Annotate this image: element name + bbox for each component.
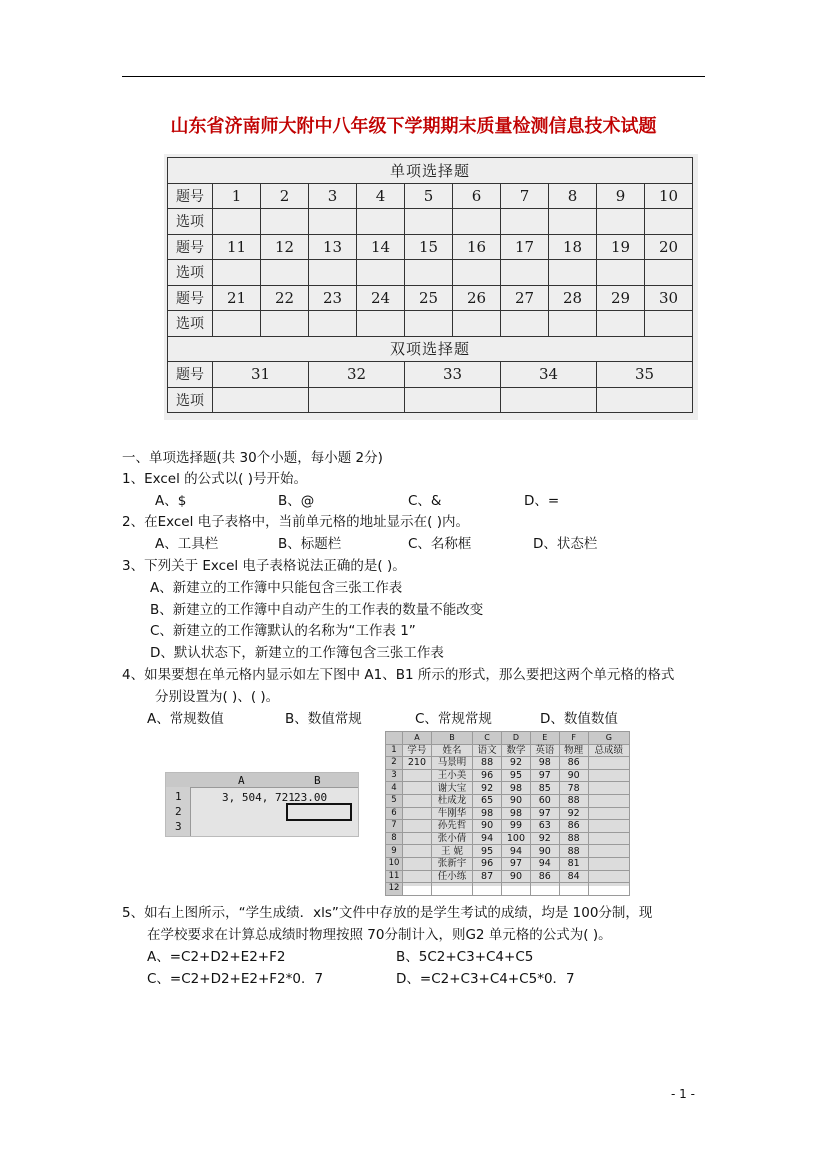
- question-5-line2: 在学校要求在计算总成绩时物理按照 70分制计入，则G2 单元格的公式为( )。: [147, 927, 612, 943]
- answer-grid: [167, 157, 693, 413]
- table-row: 5 杜成龙 65 90 60 88: [386, 794, 630, 807]
- header-rule: [122, 76, 705, 77]
- table-row: 9 王 妮 95 94 90 88: [386, 845, 630, 858]
- opt-row-3: 选项: [168, 311, 693, 337]
- q2-option-d: D、状态栏: [533, 536, 598, 552]
- answer-sheet: [164, 154, 698, 420]
- q1-option-a: A、$: [155, 493, 187, 509]
- num-row-1: 题号 1 2 3 4 5 6 7 8 9 10: [168, 183, 693, 209]
- table-row: 3 王小美 96 95 97 90: [386, 769, 630, 782]
- table-row: 11 任小练 87 90 86 84: [386, 870, 630, 883]
- q1-option-d: D、=: [524, 493, 560, 509]
- page-number: - 1 -: [671, 1087, 695, 1101]
- page-title: 山东省济南师大附中八年级下学期期末质量检测信息技术试题: [170, 116, 657, 137]
- cell-a1: 3, 504, 721: [222, 791, 295, 804]
- double-num-row: 题号 31 32 33 34 35: [168, 362, 693, 388]
- q3-option-a: A、新建立的工作簿中只能包含三张工作表: [150, 580, 403, 596]
- q1-option-b: B、@: [278, 493, 315, 509]
- q1-option-c: C、&: [408, 493, 442, 509]
- question-3: 3、下列关于 Excel 电子表格说法正确的是( )。: [122, 558, 406, 574]
- table-row: 4 谢大宝 92 98 85 78: [386, 782, 630, 795]
- q4-option-d: D、数值数值: [540, 711, 618, 727]
- table-row: 10 张新宇 96 97 94 81: [386, 857, 630, 870]
- q5-option-c: C、=C2+D2+E2+F2*0．7: [147, 971, 324, 987]
- opt-row-2: 选项: [168, 260, 693, 286]
- num-row-3: 题号 21 22 23 24 25 26 27 28 29 30: [168, 285, 693, 311]
- double-opt-row: 选项: [168, 387, 693, 413]
- table-row: 12: [386, 883, 630, 896]
- q4-option-c: C、常规常规: [415, 711, 492, 727]
- question-4-line2: 分别设置为( )、( )。: [155, 689, 280, 705]
- q5-option-d: D、=C2+C3+C4+C5*0．7: [396, 971, 575, 987]
- q5-option-a: A、=C2+D2+E2+F2: [147, 949, 286, 965]
- student-grade-figure: [385, 731, 630, 894]
- q2-option-b: B、标题栏: [278, 536, 342, 552]
- excel-format-figure: A B 1 2 3 3, 504, 721 23.00: [165, 772, 359, 837]
- q4-option-a: A、常规数值: [147, 711, 224, 727]
- q3-option-c: C、新建立的工作簿默认的名称为“工作表 1”: [150, 623, 416, 639]
- double-choice-header: 双项选择题: [168, 336, 693, 362]
- question-4-line1: 4、如果要想在单元格内显示如左下图中 A1、B1 所示的形式，那么要把这两个单元格的格式: [122, 667, 675, 683]
- table-row: 6 牛刚华 98 98 97 92: [386, 807, 630, 820]
- q5-option-b: B、5C2+C3+C4+C5: [396, 949, 534, 965]
- question-5-line1: 5、如右上图所示，“学生成绩．xls”文件中存放的是学生考试的成绩，均是 100分制，现: [122, 905, 653, 921]
- single-choice-header: 单项选择题: [168, 158, 693, 184]
- table-row: 2 210 马景明 88 92 98 86: [386, 757, 630, 770]
- num-row-2: 题号 11 12 13 14 15 16 17 18 19 20: [168, 234, 693, 260]
- section-heading: 一、单项选择题(共 30个小题，每小题 2分): [122, 450, 383, 466]
- student-grade-table: A B C D E F G 1 学号 姓名 语文 数学 英语 物理 总成绩 2 210 马景明 88 92 98 86 3 王小美 96 95 97 90 4 谢大宝 92 98 85 78 5 杜成龙 65 90 60 88 6 牛刚华 98 98 97 92 7 孙先哲 90 99 63 86 8 张小倩 94 100 92 88 9 王 妮 95 94 90 88 10 张新宇 96 97 94 81 11 任小练 87 90 86 84 12: [385, 731, 630, 896]
- question-1: 1、Excel 的公式以( )号开始。: [122, 471, 307, 487]
- table-row: 7 孙先哲 90 99 63 86: [386, 820, 630, 833]
- question-2: 2、在Excel 电子表格中，当前单元格的地址显示在( )内。: [122, 514, 469, 530]
- q2-option-a: A、工具栏: [155, 536, 219, 552]
- q3-option-b: B、新建立的工作簿中自动产生的工作表的数量不能改变: [150, 602, 484, 618]
- q3-option-d: D、默认状态下，新建立的工作簿包含三张工作表: [150, 645, 444, 661]
- opt-row-1: 选项: [168, 209, 693, 235]
- cell-selection-box: [286, 803, 352, 821]
- table-row: 8 张小倩 94 100 92 88: [386, 832, 630, 845]
- q4-option-b: B、数值常规: [285, 711, 362, 727]
- cell-b1: 23.00: [294, 791, 328, 804]
- q2-option-c: C、名称框: [408, 536, 472, 552]
